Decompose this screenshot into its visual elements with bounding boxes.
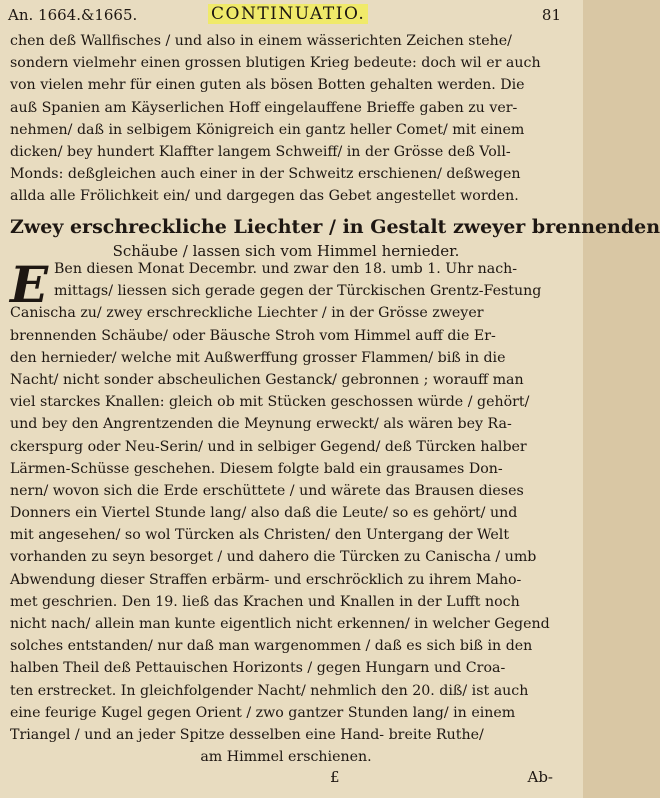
text-line: nern/ wovon sich die Erde erschüttete / und wärete das Brausen dieses (10, 482, 524, 499)
text-line: und bey den Angrentzenden die Meynung erweckt/ als wären bey Ra- (10, 416, 512, 433)
text-line: von vielen mehr für einen guten als bösen Botten gehalten werden. Die (10, 77, 525, 94)
text-line: Nacht/ nicht sonder abscheulichen Gestanck/ gebronnen ; worauff man (10, 371, 524, 388)
signature-mark: £ (330, 768, 340, 786)
text-line: Ben diesen Monat Decembr. und zwar den 18. umb 1. Uhr nach- (54, 261, 518, 277)
page-footer (0, 768, 583, 790)
paragraph-comet (10, 30, 562, 208)
text-line: viel starckes Knallen: gleich ob mit Stücken geschossen würde / gehört/ (10, 394, 530, 411)
drop-cap-initial: E (10, 255, 49, 314)
text-line: Triangel / und an jeder Spitze desselben eine Hand- breite Ruthe/ (10, 726, 484, 743)
text-line: Donners ein Viertel Stunde lang/ also daß die Leute/ so es gehört/ und (10, 505, 518, 522)
text-line: chen deß Wallfisches / und also in einem wässerichten Zeichen stehe/ (10, 33, 512, 49)
text-line: solches entstanden/ nur daß man wargenommen / daß es sich biß in den (10, 638, 533, 655)
text-line: vorhanden zu seyn besorget / und dahero die Türcken zu Canischa / umb (10, 549, 537, 566)
heading-line-1: Zwey erschreckliche Liechter / in Gestalt zweyer brennenden (10, 216, 660, 238)
header-years: An. 1664.&1665. (8, 6, 138, 24)
text-line: sondern vielmehr einen grossen blutigen Krieg bedeute: doch wil er auch (10, 55, 541, 72)
text-line: ten erstrecket. In gleichfolgender Nacht/ nehmlich den 20. diß/ ist auch (10, 682, 529, 699)
section-heading (10, 214, 660, 262)
text-line: ckerspurg oder Neu-Serin/ und in selbiger Gegend/ deß Türcken halber (10, 438, 527, 455)
text-line: Lärmen-Schüsse geschehen. Diesem folgte bald ein grausames Don- (10, 460, 503, 477)
text-line: mit angesehen/ so wol Türcken als Christen/ den Untergang der Welt (10, 527, 510, 544)
catchword: Ab- (527, 768, 553, 786)
text-line: nehmen/ daß in selbigem Königreich ein gantz heller Comet/ mit einem (10, 121, 525, 138)
text-line: Monds: deßgleichen auch einer in der Schweitz erschienen/ deßwegen (10, 166, 521, 183)
text-line: halben Theil deß Pettauischen Horizonts / gegen Hungarn und Croa- (10, 660, 506, 677)
text-line: am Himmel erschienen. (200, 749, 372, 766)
header-title: CONTINUATIO. (208, 4, 368, 24)
text-line: eine feurige Kugel gegen Orient / zwo gantzer Stunden lang/ in einem (10, 704, 516, 721)
text-line: auß Spanien am Käyserlichen Hoff eingelauffene Brieffe gaben zu ver- (10, 99, 518, 116)
heading-line-2: Schäube / lassen sich vom Himmel hernieder. (112, 242, 460, 260)
text-line: mittags/ liessen sich gerade gegen der Türckischen Grentz-Festung (54, 283, 542, 300)
text-line: met geschrien. Den 19. ließ das Krachen und Knallen in der Lufft noch (10, 593, 520, 610)
text-line: allda alle Frölichkeit ein/ und dargegen das Gebet angestellet worden. (10, 188, 519, 205)
paragraph-lights (10, 255, 562, 768)
text-line: brennenden Schäube/ oder Bäusche Stroh vom Himmel auff die Er- (10, 327, 496, 344)
text-line: dicken/ bey hundert Klaffter langem Schweiff/ in der Grösse deß Voll- (10, 143, 511, 160)
text-line: Abwendung dieser Straffen erbärm- und erschröcklich zu ihrem Maho- (10, 571, 522, 588)
page-number: 81 (541, 6, 561, 24)
text-line: Canischa zu/ zwey erschreckliche Liechter / in der Grösse zweyer (10, 305, 484, 322)
text-line: den hernieder/ welche mit Außwerffung grosser Flammen/ biß in die (10, 349, 506, 366)
text-line: nicht nach/ allein man kunte eigentlich nicht erkennen/ in welcher Gegend (10, 616, 550, 632)
running-header (0, 4, 583, 26)
